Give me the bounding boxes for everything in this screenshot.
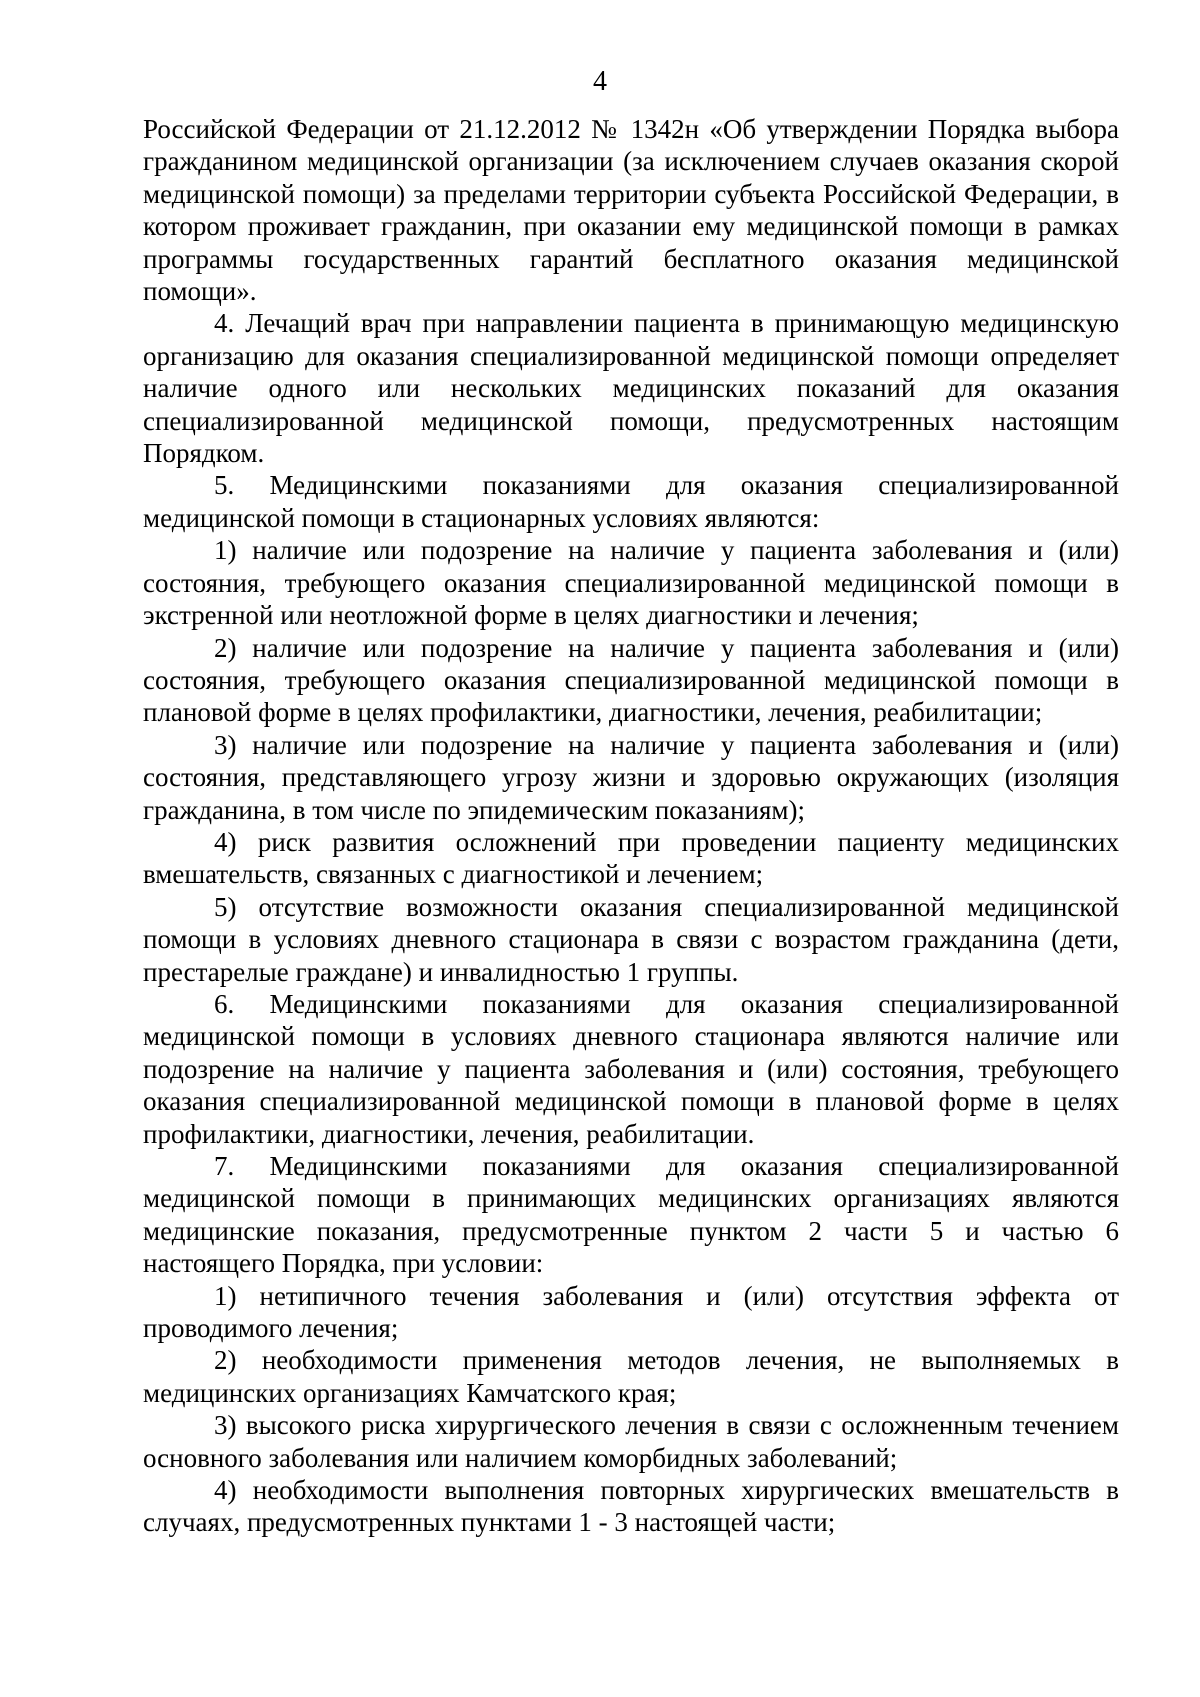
page-number: 4	[593, 66, 607, 97]
paragraph-item-4: 4. Лечащий врач при направлении пациента в принимающую медицинскую организацию для оказания специализированной медицинской помощи определяет наличие одного или нескольких медицинских показаний для оказания специализированной медицинской помощи, предусмотренных настоящим Порядком.	[143, 308, 1119, 469]
subitem-5-2: 2) наличие или подозрение на наличие у пациента заболевания и (или) состояния, требующего оказания специализированной медицинской помощи в плановой форме в целях профилактики, диагностики, лечения, реабилитации;	[143, 632, 1119, 728]
subitem-7-1: 1) нетипичного течения заболевания и (или) отсутствия эффекта от проводимого лечения;	[143, 1280, 1119, 1344]
subitem-7-2: 2) необходимости применения методов лечения, не выполняемых в медицинских организациях Камчатского края;	[143, 1345, 1119, 1408]
subitem-5-3: 3) наличие или подозрение на наличие у пациента заболевания и (или) состояния, представляющего угрозу жизни и здоровью окружающих (изоляция гражданина, в том числе по эпидемическим показаниям);	[143, 729, 1119, 825]
subitem-7-4: 4) необходимости выполнения повторных хирургических вмешательств в случаях, предусмотренных пунктами 1 - 3 настоящей части;	[143, 1475, 1119, 1538]
subitem-5-1: 1) наличие или подозрение на наличие у пациента заболевания и (или) состояния, требующего оказания специализированной медицинской помощи в экстренной или неотложной форме в целях диагностики и лечения;	[143, 535, 1119, 631]
subitem-5-5: 5) отсутствие возможности оказания специализированной медицинской помощи в условиях дневного стационара в связи с возрастом гражданина (дети, престарелые граждане) и инвалидностью 1 группы.	[143, 891, 1119, 987]
subitem-5-4: 4) риск развития осложнений при проведении пациенту медицинских вмешательств, связанных с диагностикой и лечением;	[143, 826, 1119, 890]
paragraph-item-7: 7. Медицинскими показаниями для оказания специализированной медицинской помощи в принимающих медицинских организациях являются медицинские показания, предусмотренные пунктом 2 части 5 и частью 6 настоящего Порядка, при условии:	[143, 1151, 1119, 1279]
paragraph-item-5: 5. Медицинскими показаниями для оказания специализированной медицинской помощи в стационарных условиях являются:	[143, 470, 1119, 533]
paragraph-continuation: Российской Федерации от 21.12.2012 № 1342н «Об утверждении Порядка выбора гражданином медицинской организации (за исключением случаев оказания скорой медицинской помощи) за пределами территории субъекта Российской Федерации, в котором проживает гражданин, при оказании ему медицинской помощи в рамках программы государственных гарантий бесплатного оказания медицинской помощи».	[143, 114, 1119, 307]
document-body	[143, 113, 1119, 1539]
subitem-7-3: 3) высокого риска хирургического лечения в связи с осложненным течением основного заболевания или наличием коморбидных заболеваний;	[143, 1410, 1119, 1473]
paragraph-item-6: 6. Медицинскими показаниями для оказания специализированной медицинской помощи в условиях дневного стационара являются наличие или подозрение на наличие у пациента заболевания и (или) состояния, требующего оказания специализированной медицинской помощи в плановой форме в целях профилактики, диагностики, лечения, реабилитации.	[143, 988, 1119, 1149]
